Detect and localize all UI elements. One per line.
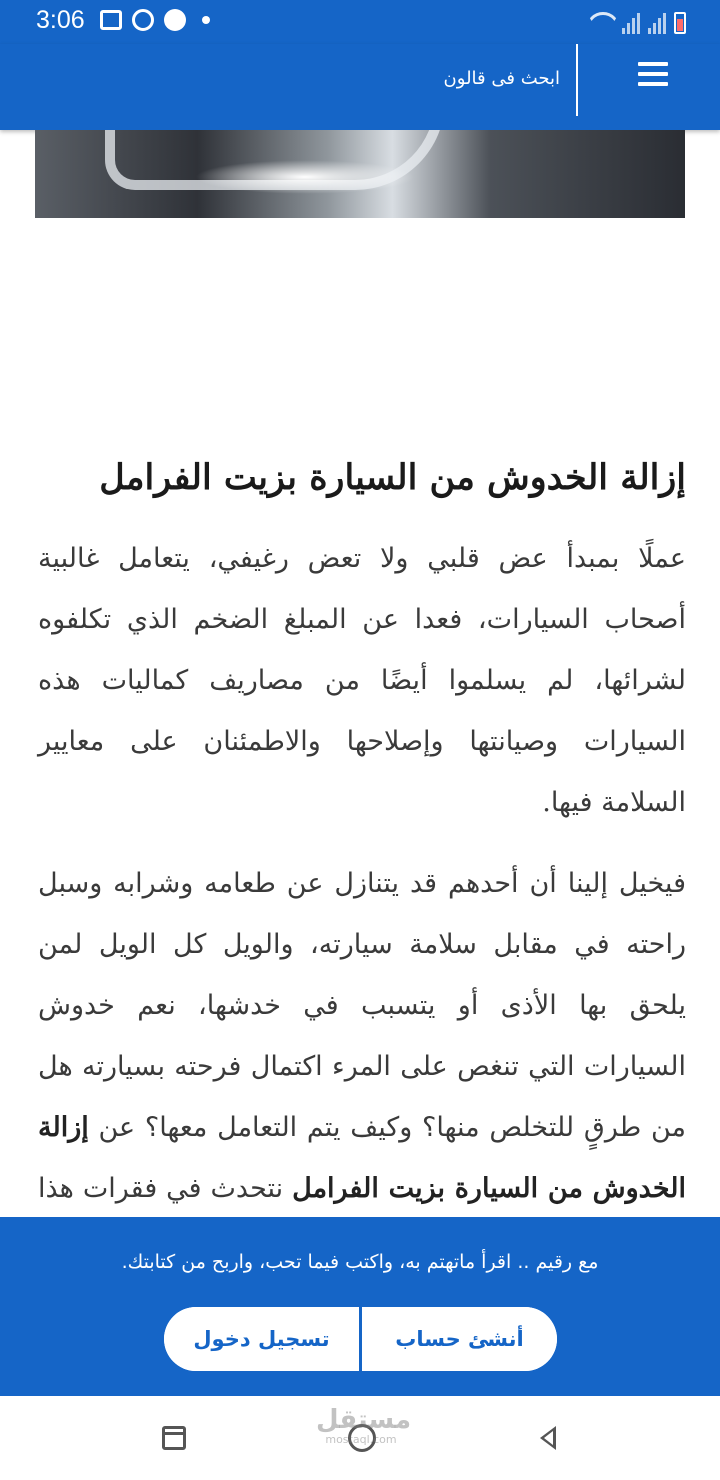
app-bar-divider	[576, 44, 578, 116]
article-hero-image	[35, 130, 685, 218]
paragraph-2-bold-keyword: إزالة الخدوش من السيارة بزيت الفرامل	[38, 1112, 687, 1204]
login-button[interactable]: تسجيل دخول	[164, 1307, 359, 1371]
gallery-icon	[100, 10, 122, 30]
status-time: 3:06	[36, 6, 85, 34]
watermark-logo	[316, 1405, 412, 1446]
menu-icon[interactable]	[638, 62, 668, 92]
battery-icon	[674, 12, 686, 34]
notification-icons	[100, 9, 210, 31]
status-bar	[0, 0, 720, 44]
paragraph-2-text-start: فيخيل إلينا أن أحدهم قد يتنازل عن طعامه وشرابه وسبل راحته في مقابل سلامة سيارته، والويل كل الويل لمن يلحق بها الأذى أو يتسبب في خدشها، نعم خدوش السيارات التي تنغص على المرء اكتمال فرحته بسيارته هل من طرقٍ للتخلص منها؟ وكيف يتم التعامل معها؟ عن	[38, 868, 686, 1143]
watermark-latin: mostaql.com	[325, 1433, 397, 1446]
create-account-button[interactable]: أنشئ حساب	[362, 1307, 557, 1371]
messenger-icon	[164, 9, 186, 31]
system-nav-bar	[0, 1396, 720, 1480]
signal-icon-1	[622, 13, 640, 34]
headlight-glow	[195, 160, 415, 194]
watermark-arabic: مستقل	[316, 1405, 412, 1435]
back-icon[interactable]	[540, 1426, 556, 1450]
signal-icon-2	[648, 13, 666, 34]
auth-button-group	[164, 1307, 557, 1371]
system-icons	[586, 8, 686, 34]
search-link[interactable]: ابحث فى قالون	[443, 68, 560, 89]
signup-text: مع رقيم .. اقرأ ماتهتم به، واكتب فيما تحب، واربح من كتابتك.	[121, 1251, 599, 1273]
paragraph-2-text-end: نتحدث في فقرات هذا	[38, 1173, 284, 1204]
more-notifications-icon	[202, 16, 210, 24]
article-paragraph-2	[38, 853, 686, 1280]
recent-apps-icon[interactable]	[162, 1426, 186, 1450]
sync-icon	[132, 9, 154, 31]
app-bar	[0, 44, 720, 130]
article-body	[38, 450, 686, 1280]
article-heading: إزالة الخدوش من السيارة بزيت الفرامل	[99, 457, 686, 498]
wifi-icon	[586, 12, 614, 34]
signup-banner	[0, 1217, 720, 1396]
article-paragraph-1: عملًا بمبدأ عض قلبي ولا تعض رغيفي، يتعامل غالبية أصحاب السيارات، فعدا عن المبلغ الضخم الذي تكلفوه لشرائها، لم يسلموا أيضًا من مصاريف كماليات هذه السيارات وصيانتها وإصلاحها والاطمئنان على معايير السلامة فيها.	[38, 543, 686, 818]
